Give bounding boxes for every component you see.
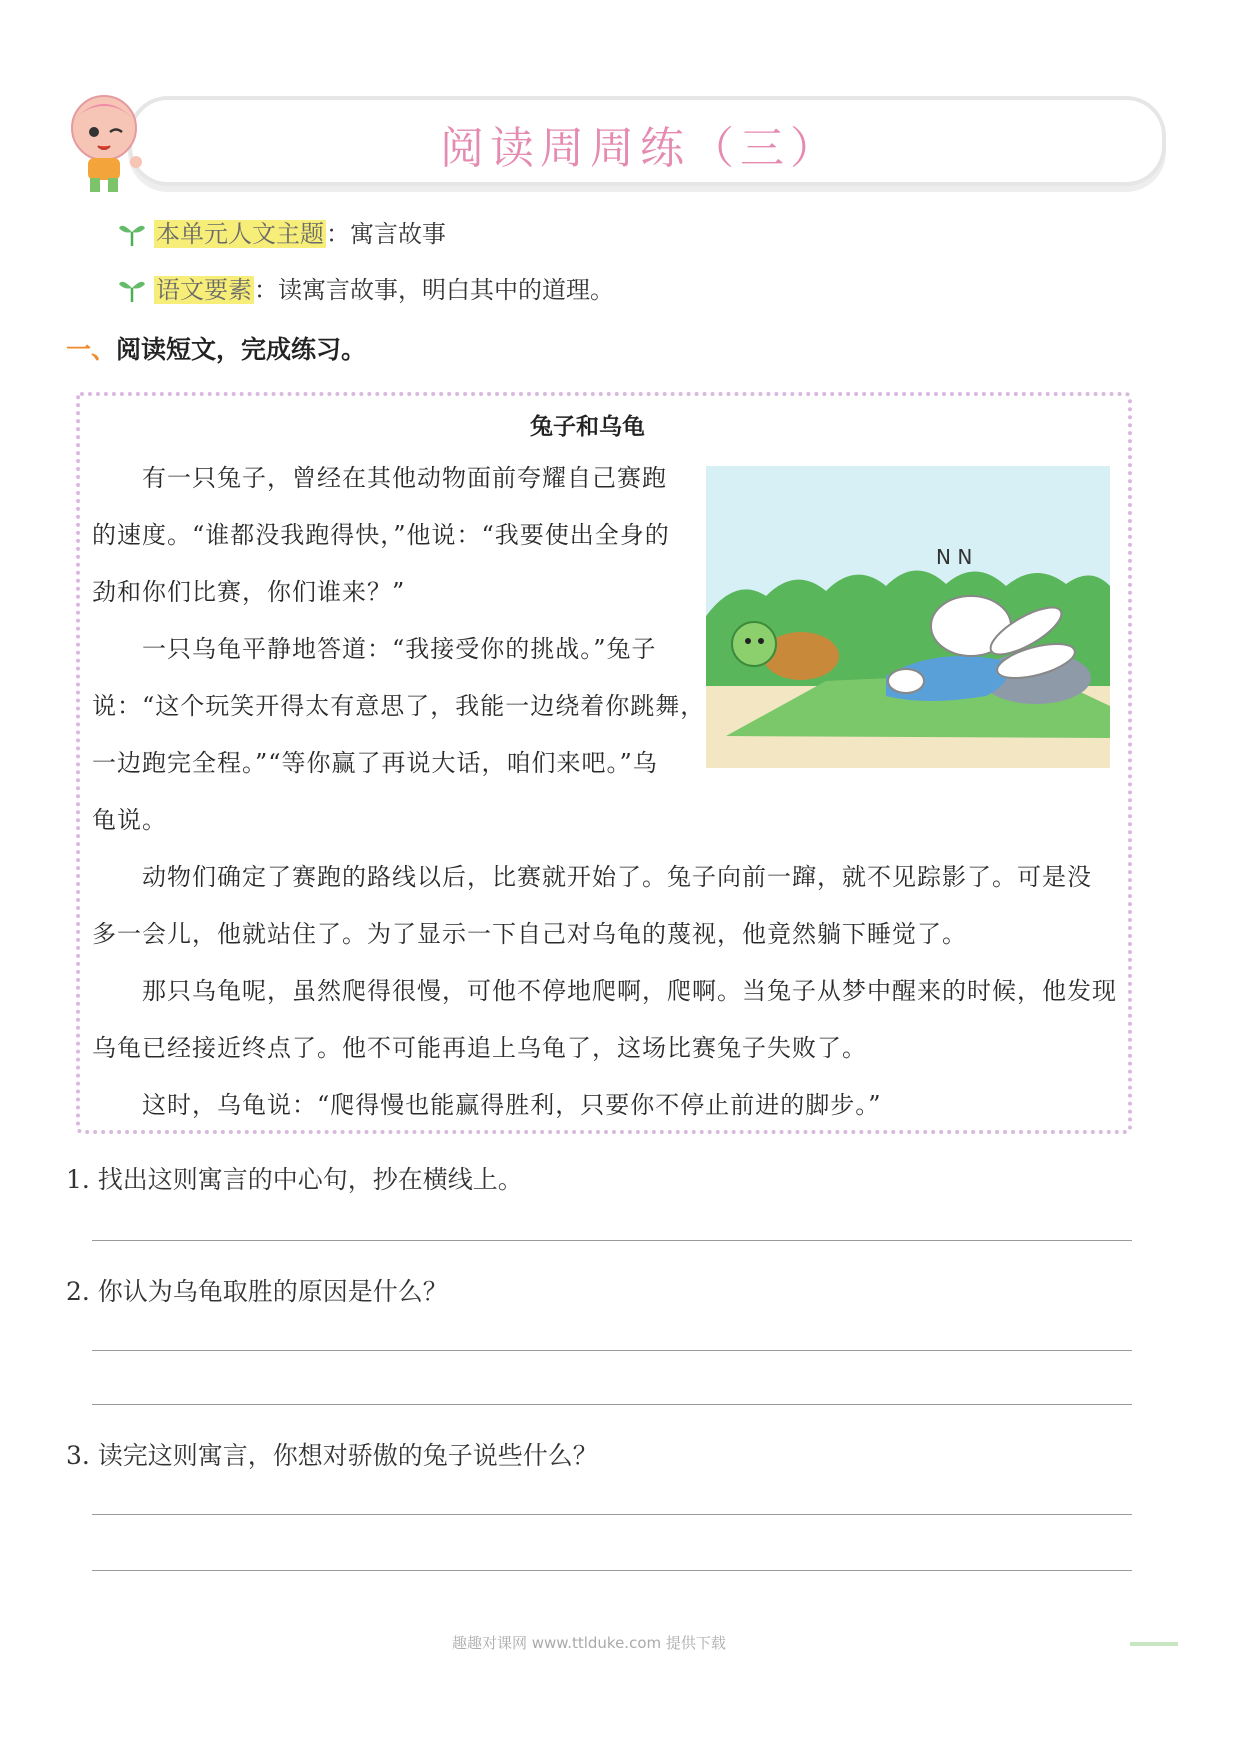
text-line: 多一会儿，他就站住了。为了显示一下自己对乌龟的蔑视，他竟然躺下睡觉了。 <box>92 920 967 948</box>
sprout-icon <box>118 276 146 302</box>
text-line: 有一只兔子，曾经在其他动物面前夸耀自己赛跑 <box>92 464 667 492</box>
text-line: 说：“这个玩笑开得太有意思了，我能一边绕着你跳舞， <box>92 692 706 720</box>
question-1: 1. 找出这则寓言的中心句，抄在横线上。 <box>66 1165 523 1194</box>
answer-line[interactable] <box>92 1404 1132 1405</box>
sprout-icon <box>118 220 146 246</box>
text-line: 乌龟已经接近终点了。他不可能再追上乌龟了，这场比赛兔子失败了。 <box>92 1034 867 1062</box>
text-line: 劲和你们比赛，你们谁来？” <box>92 578 406 606</box>
mascot-icon <box>52 92 162 192</box>
question-2: 2. 你认为乌龟取胜的原因是什么？ <box>66 1277 448 1306</box>
section-heading <box>66 330 366 366</box>
text-line: 一只乌龟平静地答道：“我接受你的挑战。”兔子 <box>92 635 657 663</box>
story-paragraph-3 <box>92 849 1092 963</box>
sleep-zzz: N N <box>936 545 973 569</box>
answer-line[interactable] <box>92 1350 1132 1351</box>
page-title: 阅读周周练（三） <box>440 123 840 174</box>
footer-watermark: 趣趣对课网 www.ttlduke.com 提供下载 <box>452 1634 726 1652</box>
theme-row <box>118 214 446 249</box>
text-line: 动物们确定了赛跑的路线以后，比赛就开始了。兔子向前一蹿，就不见踪影了。可是没 <box>92 863 1092 891</box>
text-line: 的速度。“谁都没我跑得快，”他说：“我要使出全身的 <box>92 521 670 549</box>
question-3: 3. 读完这则寓言，你想对骄傲的兔子说些什么？ <box>66 1441 598 1470</box>
element-sep: ： <box>254 276 278 304</box>
answer-line[interactable] <box>92 1240 1132 1241</box>
corner-decoration <box>1130 1642 1178 1646</box>
rabbit-turtle-illustration <box>706 466 1110 768</box>
answer-line[interactable] <box>92 1514 1132 1515</box>
text-line: 一边跑完全程。”“等你赢了再说大话，咱们来吧。”乌 <box>92 749 658 777</box>
element-row <box>118 270 614 305</box>
text-line: 龟说。 <box>92 806 167 834</box>
element-value: 读寓言故事，明白其中的道理。 <box>278 276 614 304</box>
theme-sep: ： <box>326 220 350 248</box>
story-paragraph-2 <box>92 621 705 849</box>
section-title: 阅读短文，完成练习。 <box>116 335 367 364</box>
answer-line[interactable] <box>92 1570 1132 1571</box>
story-title: 兔子和乌龟 <box>530 414 645 440</box>
story-paragraph-5 <box>92 1077 882 1134</box>
element-label: 语文要素 <box>156 276 252 304</box>
section-number: 一、 <box>66 335 117 364</box>
story-paragraph-4 <box>92 963 1117 1077</box>
theme-label: 本单元人文主题 <box>156 220 324 248</box>
text-line: 这时，乌龟说：“爬得慢也能赢得胜利，只要你不停止前进的脚步。” <box>92 1091 882 1119</box>
text-line: 那只乌龟呢，虽然爬得很慢，可他不停地爬啊，爬啊。当兔子从梦中醒来的时候，他发现 <box>92 977 1117 1005</box>
theme-value: 寓言故事 <box>350 220 446 248</box>
story-paragraph-1 <box>92 450 670 621</box>
